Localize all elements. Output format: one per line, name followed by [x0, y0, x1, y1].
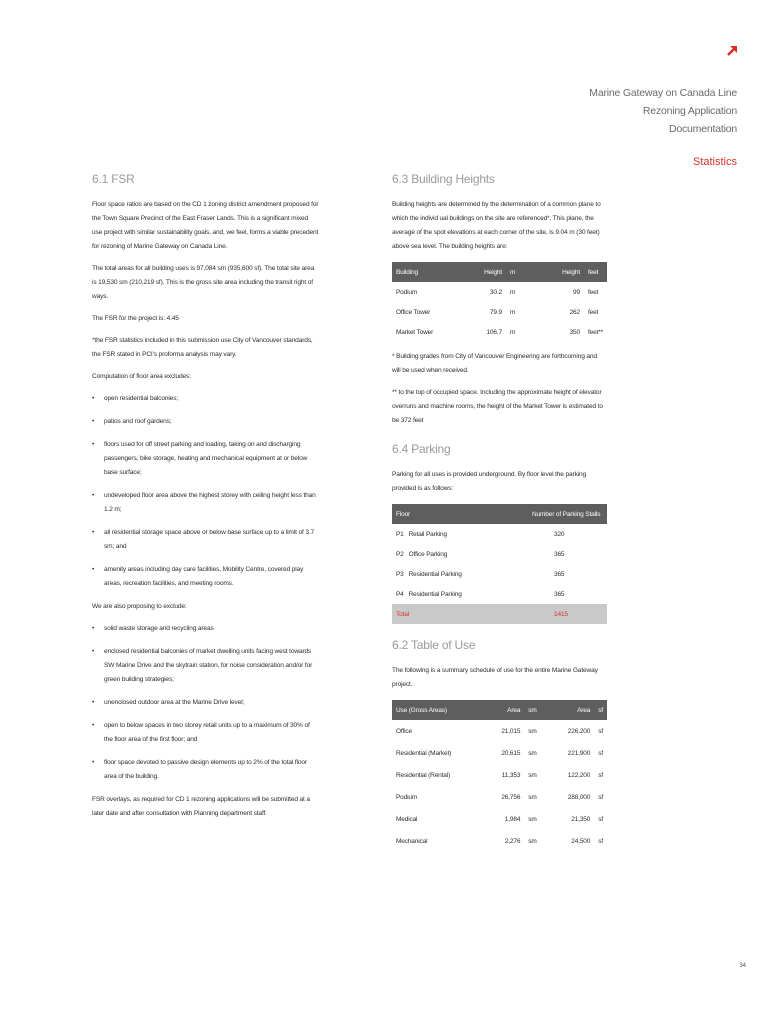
table-cell: feet — [587, 308, 599, 316]
fsr-paragraph: FSR overlays, as required for CD 1 rezoning applications will be submitted at a later date and after consultation with Planning department staff. — [92, 796, 310, 817]
table-cell: sf — [598, 837, 603, 845]
bullet-icon: • — [92, 529, 95, 536]
column-header: Height — [531, 262, 584, 282]
table-row — [392, 786, 607, 808]
table-cell: sm — [528, 771, 537, 779]
table-header-row — [392, 700, 607, 720]
column-header: Number of Parking Stalls — [528, 504, 607, 524]
table-cell: 262 — [569, 308, 580, 316]
table-cell: Residential (Rental) — [396, 771, 451, 779]
table-cell: 30.2 — [489, 288, 502, 296]
exclusions-list — [92, 392, 319, 591]
bullet-icon: • — [92, 395, 95, 402]
table-of-use-heading: 6.2 Table of Use — [392, 638, 476, 652]
bullet-icon: • — [92, 625, 95, 632]
fsr-note: *the FSR statistics included in this submission use City of Vancouver standards, the FSR stated in PCI's proforma analysis may vary. — [92, 337, 313, 358]
bullet-icon: • — [92, 441, 95, 448]
list-item: • all residential storage space above or below base surface up to a limit of 3.7 sm; and — [92, 526, 319, 554]
fsr-paragraph: We are also proposing to exclude: — [92, 603, 187, 610]
column-header: Area — [549, 700, 594, 720]
table-cell: Mechanical — [396, 837, 428, 845]
table-row — [392, 808, 607, 830]
fsr-paragraph: The total areas for all building uses is 97,084 sm (935,600 sf). The total site area is 19,530 sm (210,219 sf). This is the gross site area including the transit right of ways. — [92, 265, 315, 300]
table-row — [392, 742, 607, 764]
table-cell: 122,200 — [567, 771, 591, 779]
table-cell: m — [509, 308, 516, 316]
column-header: m — [506, 262, 531, 282]
table-cell: 2,276 — [504, 837, 521, 845]
bullet-icon: • — [92, 648, 95, 655]
project-title: Marine Gateway on Canada Line — [589, 87, 737, 99]
total-value: 1415 — [528, 604, 607, 624]
table-cell: P2 Office Parking — [396, 550, 448, 558]
building-heights-note: ** to the top of occupied space. Including the approximate height of elevator overruns and machine rooms, the height of the Market Tower is estimated to be 372 feet — [392, 389, 603, 424]
parking-table — [392, 504, 607, 624]
table-cell: Podium — [396, 793, 418, 801]
parking-paragraph: Parking for all uses is provided underground. By floor level the parking provided is as follows: — [392, 471, 587, 492]
page-number: 34 — [739, 963, 746, 969]
table-cell: 365 — [554, 550, 565, 558]
table-cell: P3 Residential Parking — [396, 570, 462, 578]
column-header: Use (Gross Areas) — [392, 700, 481, 720]
table-cell: 99 — [573, 288, 580, 296]
table-row — [392, 564, 607, 584]
table-cell: sm — [528, 815, 537, 823]
list-item: • patios and roof gardens; — [92, 415, 319, 429]
list-item: • floors used for off street parking and loading, taking on and discharging passengers, bike storage, heating and mechanical equipment at or below base surface; — [92, 438, 319, 480]
fsr-paragraph: Computation of floor area excludes: — [92, 373, 191, 380]
bullet-icon: • — [92, 722, 95, 729]
table-cell: m — [509, 288, 516, 296]
table-row — [392, 524, 607, 544]
list-item: • undeveloped floor area above the highest storey with ceiling height less than 1.2 m; — [92, 489, 319, 517]
document-title-block — [589, 84, 737, 138]
table-cell: sf — [598, 749, 603, 757]
table-cell: sf — [598, 771, 603, 779]
table-cell: 11,353 — [501, 771, 521, 779]
building-heights-table — [392, 262, 607, 342]
bullet-icon: • — [92, 566, 95, 573]
table-cell: sf — [598, 727, 603, 735]
table-cell: 21,015 — [501, 727, 521, 735]
table-row — [392, 830, 607, 852]
table-cell: sm — [528, 793, 537, 801]
table-row — [392, 282, 607, 302]
list-item: • solid waste storage and recycling areas — [92, 622, 319, 636]
bullet-icon: • — [92, 699, 95, 706]
section-label: Statistics — [692, 156, 737, 168]
building-heights-paragraph: Building heights are determined by the determination of a common plane to which the individ ual buildings on the site are referenced*. This plane, the average of the spot elevations at each corner of the site, is 9.04 m (30 feet) above sea level. The building heights are: — [392, 201, 601, 250]
column-header: sm — [524, 700, 549, 720]
table-cell: 350 — [569, 328, 580, 336]
table-cell: 20,615 — [501, 749, 521, 757]
table-cell: Residential (Market) — [396, 749, 452, 757]
proposed-exclusions-list — [92, 622, 319, 784]
table-cell: P1 Retail Parking — [396, 530, 447, 538]
bullet-icon: • — [92, 492, 95, 499]
bullet-icon: • — [92, 759, 95, 766]
table-cell: 106.7 — [486, 328, 502, 336]
column-header: Area — [481, 700, 524, 720]
table-cell: sf — [598, 815, 603, 823]
parking-heading: 6.4 Parking — [392, 442, 451, 456]
table-cell: sm — [528, 749, 537, 757]
list-item: • open to below spaces in two storey retail units up to a maximum of 30% of the floor area of the first floor; and — [92, 719, 319, 747]
table-cell: sm — [528, 837, 537, 845]
table-row — [392, 584, 607, 604]
column-header: feet — [584, 262, 607, 282]
table-cell: 365 — [554, 570, 565, 578]
table-cell: 21,350 — [571, 815, 591, 823]
document-type: Documentation — [668, 123, 737, 135]
table-cell: sf — [598, 793, 603, 801]
column-header: Building — [392, 262, 462, 282]
table-cell: Office Tower — [396, 308, 431, 316]
list-item: • enclosed residential balconies of market dwelling units facing west towards SW Marine Drive and the skytrain station, for noise consideration and/or for green building strategies; — [92, 645, 319, 687]
table-cell: m — [509, 328, 516, 336]
table-header-row — [392, 504, 607, 524]
table-cell: sm — [528, 727, 537, 735]
table-cell: 288,000 — [567, 793, 591, 801]
building-heights-heading: 6.3 Building Heights — [392, 172, 495, 186]
table-cell: Podium — [396, 288, 418, 296]
list-item: • floor space devoted to passive design elements up to 2% of the total floor area of the building. — [92, 756, 319, 784]
table-row — [392, 322, 607, 342]
table-of-use — [392, 700, 607, 852]
table-header-row — [392, 262, 607, 282]
table-row — [392, 302, 607, 322]
table-cell: Office — [396, 727, 412, 735]
table-cell: 26,756 — [501, 793, 521, 801]
table-row — [392, 544, 607, 564]
right-column — [392, 172, 607, 860]
table-cell: feet** — [587, 328, 603, 336]
table-total-row — [392, 604, 607, 624]
table-cell: 365 — [554, 590, 565, 598]
arrow-up-right-icon — [726, 44, 738, 56]
fsr-paragraph: Floor space ratios are based on the CD 1 zoning district amendment proposed for the Town Square Precinct of the East Fraser Lands. This is a significant mixed use project with similar sustainability goals, and, we feel, forms a viable precedent for rezoning of Marine Gateway on Canada Line. — [92, 201, 319, 250]
table-row — [392, 720, 607, 742]
document-subtitle: Rezoning Application — [642, 105, 737, 117]
table-cell: 79.9 — [489, 308, 502, 316]
column-header: sf — [594, 700, 607, 720]
total-label: Total — [392, 604, 528, 624]
bullet-icon: • — [92, 418, 95, 425]
list-item: • open residential balconies; — [92, 392, 319, 406]
table-cell: 226,200 — [567, 727, 591, 735]
fsr-paragraph: The FSR for the project is: 4.45 — [92, 315, 179, 322]
table-cell: Market Tower — [396, 328, 434, 336]
column-header: Floor — [392, 504, 528, 524]
table-cell: 24,500 — [571, 837, 591, 845]
fsr-section — [92, 172, 319, 829]
column-header: Height — [462, 262, 506, 282]
table-cell: feet — [587, 288, 599, 296]
table-cell: P4 Residential Parking — [396, 590, 462, 598]
table-row — [392, 764, 607, 786]
table-of-use-paragraph: The following is a summary schedule of use for the entire Marine Gateway project. — [392, 667, 598, 688]
table-cell: 320 — [554, 530, 565, 538]
list-item: • amenity areas including day care facilities, Mobility Centre, covered play areas, recreation facilities, and meeting rooms. — [92, 563, 319, 591]
fsr-heading: 6.1 FSR — [92, 172, 135, 186]
building-heights-note: * Building grades from City of Vancouver Engineering are forthcoming and will be used when received. — [392, 353, 597, 374]
table-cell: 221,900 — [567, 749, 591, 757]
table-cell: Medical — [396, 815, 418, 823]
list-item: • unenclosed outdoor area at the Marine Drive level; — [92, 696, 319, 710]
table-cell: 1,984 — [504, 815, 521, 823]
